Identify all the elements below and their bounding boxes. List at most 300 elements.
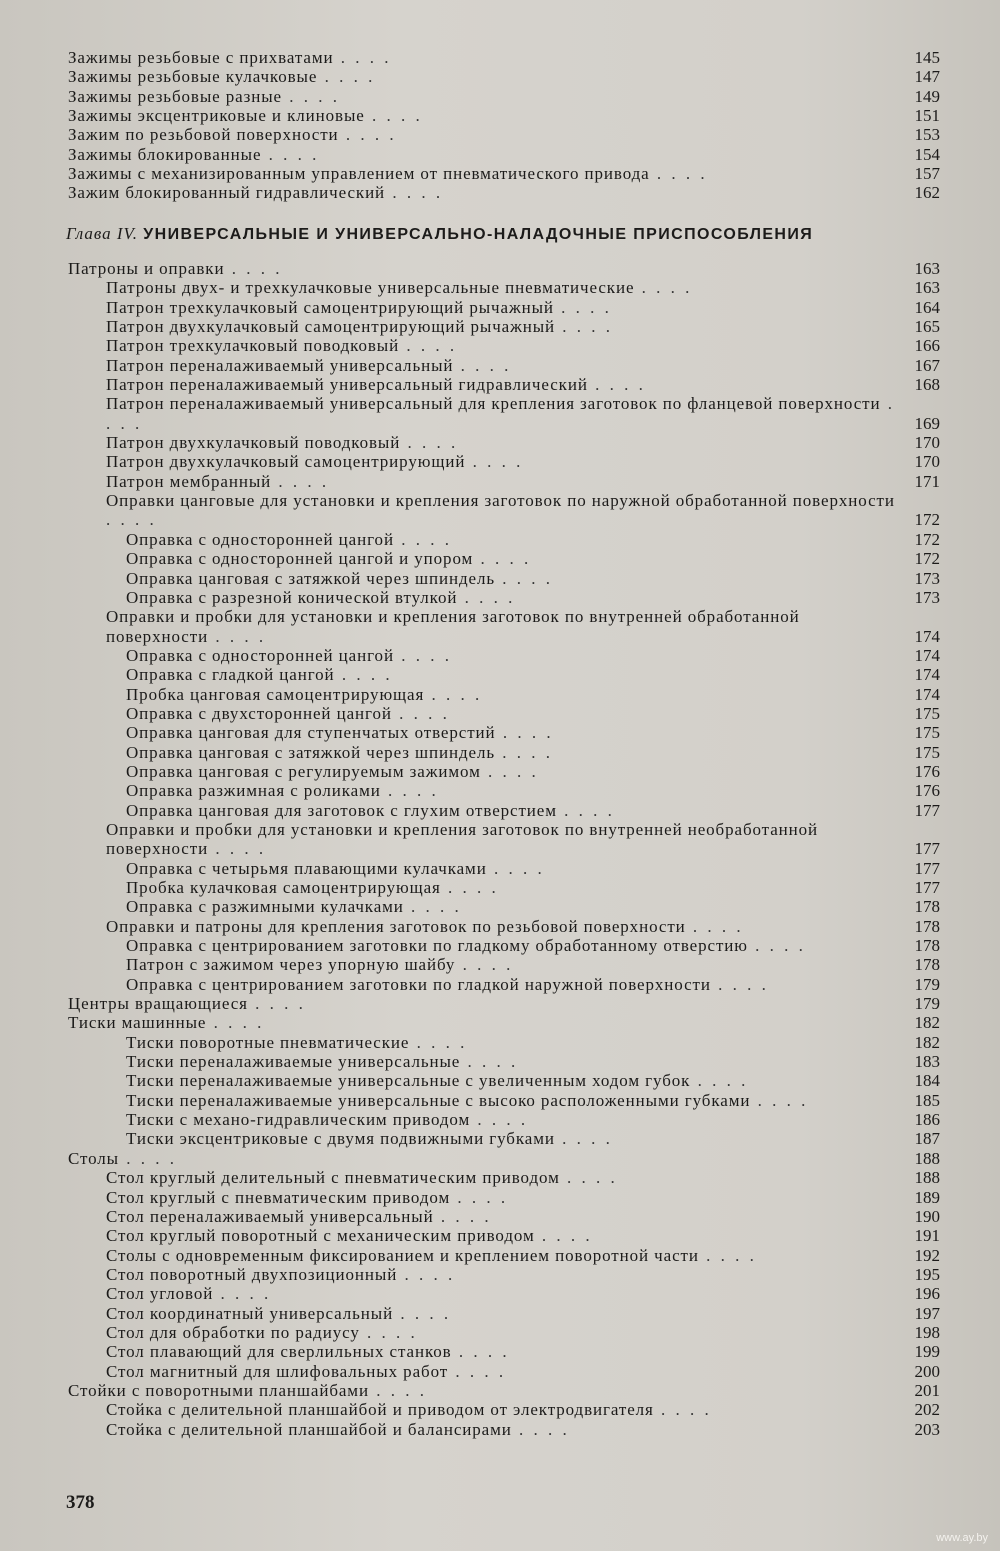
toc-entry [58,1188,968,1207]
toc-entry-text: Оправки и патроны для крепления заготовок по резьбовой поверхности [106,916,686,936]
toc-entry-text: Зажимы блокированные [68,144,262,164]
leader-dots: . . . . [206,1013,265,1033]
leader-dots: . . . . [208,626,267,646]
toc-entry-text: Стол координатный универсальный [106,1303,394,1323]
toc-entry-text: Зажим блокированный гидравлический [68,183,386,203]
toc-entry-title [68,1149,968,1168]
toc-entry-title [126,975,968,994]
toc-entry-title [68,164,968,183]
leader-dots: . . . . [465,452,524,472]
toc-entry-page: 188 [914,1168,940,1188]
toc-entry [58,859,968,878]
toc-entry [58,1304,968,1323]
leader-dots: . . . . [649,164,708,184]
toc-entry-text: Зажимы резьбовые разные [68,86,282,106]
toc-entry-page: 182 [914,1013,940,1033]
toc-entry-page: 197 [914,1303,940,1323]
toc-entry-page: 203 [914,1419,940,1439]
toc-entry-page: 147 [914,67,940,87]
toc-entry-text: Патрон с зажимом через упорную шайбу [126,955,456,975]
toc-entry-title [106,394,968,433]
toc-entry [58,125,968,144]
toc-entry-title [106,1226,968,1245]
toc-entry-text: Патрон переналаживаемый универсальный для крепления заготовок по фланцевой поверхности [106,394,881,414]
leader-dots: . . . . [453,355,512,375]
toc-entry-text: Оправка цанговая с затяжкой через шпиндель [126,568,496,588]
toc-entry-page: 170 [914,433,940,453]
toc-entry-text: Столы [68,1148,120,1168]
toc-entry-title [68,87,968,106]
toc-entry-page: 188 [914,1148,940,1168]
toc-entry-title [106,917,968,936]
chapter-heading [66,224,966,244]
leader-dots: . . . . [747,936,806,956]
toc-entry-title [126,955,968,974]
toc-entry-page: 164 [914,297,940,317]
toc-entry-title [106,1362,968,1381]
toc-entry [58,87,968,106]
leader-dots: . . . . [470,1110,529,1130]
toc-entry-page: 186 [914,1110,940,1130]
toc-entry [58,607,968,646]
toc-entry-title [126,1052,968,1071]
toc-entry-title [126,743,968,762]
toc-entry-title [106,1400,968,1419]
leader-dots: . . . . [364,106,423,126]
toc-entry-text: Патрон трехкулачковый поводковый [106,336,400,356]
toc-entry-page: 153 [914,125,940,145]
toc-entry-title [68,106,968,125]
toc-entry [58,1381,968,1400]
toc-entry-text: Оправка с центрированием заготовки по гладкому обработанному отверстию [126,936,748,956]
toc-entry [58,1013,968,1032]
leader-dots: . . . . [334,665,393,685]
toc-entry-title [106,1420,968,1439]
toc-entry-page: 200 [914,1361,940,1381]
leader-dots: . . . . [385,183,444,203]
toc-entry-page: 173 [914,587,940,607]
toc-entry-text: Пробка кулачковая самоцентрирующая [126,878,441,897]
toc-entry-page: 169 [914,413,940,433]
toc-entry-text: Стол магнитный для шлифовальных работ [106,1361,449,1381]
toc-entry-title [106,375,968,394]
toc-entry-page: 151 [914,106,940,126]
toc-entry-page: 178 [914,897,940,917]
toc-entry-page: 165 [914,317,940,337]
toc-entry [58,1129,968,1148]
toc-entry [58,1342,968,1361]
toc-entry-text: Патрон переналаживаемый универсальный [106,355,454,375]
toc-entry-text: Оправка с гладкой цангой [126,665,335,685]
leader-dots: . . . . [554,1129,613,1149]
toc-entry-title [106,1284,968,1303]
toc-entry [58,1207,968,1226]
toc-entry [58,936,968,955]
toc-entry-title [106,278,968,297]
toc-entry-page: 191 [914,1226,940,1246]
toc-entry-title [106,317,968,336]
toc-entry-title [126,859,968,878]
toc-entry [58,356,968,375]
toc-entry-page: 179 [914,994,940,1014]
toc-entry-title [68,994,968,1013]
toc-entry [58,452,968,471]
toc-entry-text: Стол плавающий для сверлильных станков [106,1342,452,1362]
toc-entry-page: 157 [914,164,940,184]
leader-dots: . . . . [208,839,267,859]
toc-entry [58,317,968,336]
toc-entry-title [106,1304,968,1323]
toc-entry-page: 175 [914,742,940,762]
toc-entry-page: 154 [914,144,940,164]
toc-entry-page: 178 [914,955,940,975]
toc-entry-text: Оправка цанговая с регулируемым зажимом [126,761,481,781]
toc-entry [58,569,968,588]
leader-dots: . . . . [391,703,450,723]
toc-entry [58,955,968,974]
toc-entry-text: Тиски переналаживаемые универсальные [126,1052,461,1072]
leader-dots: . . . . [486,858,545,878]
leader-dots: . . . . [433,1206,492,1226]
toc-entry-page: 179 [914,974,940,994]
toc-entry-page: 189 [914,1187,940,1207]
toc-entry [58,375,968,394]
watermark: www.ay.by [936,1532,988,1544]
toc-entry [58,183,968,202]
toc-entry [58,1400,968,1419]
leader-dots: . . . . [119,1148,178,1168]
leader-dots: . . . . [440,878,499,897]
toc-entry [58,917,968,936]
toc-entry [58,743,968,762]
toc-entry-page: 166 [914,336,940,356]
leader-dots: . . . . [333,48,392,67]
leader-dots: . . . . [553,297,612,317]
toc-entry-text: Оправка с разжимными кулачками [126,897,404,917]
toc-entry [58,801,968,820]
leader-dots: . . . . [480,761,539,781]
toc-entry [58,1110,968,1129]
toc-entry-page: 187 [914,1129,940,1149]
page-number: 378 [66,1492,95,1513]
leader-dots: . . . . [106,510,157,530]
toc-entry [58,588,968,607]
toc-entry [58,1420,968,1439]
toc-entry-title [106,433,968,452]
toc-entry [58,67,968,86]
leader-dots: . . . . [495,742,554,762]
toc-entry [58,433,968,452]
toc-entry-page: 182 [914,1032,940,1052]
leader-dots: . . . . [710,974,769,994]
leader-dots: . . . . [224,259,283,278]
toc-entry-text: Патрон двухкулачковый самоцентрирующий [106,452,466,472]
toc-entry-page: 177 [914,800,940,820]
toc-entry-text: Стол круглый делительный с пневматическим приводом [106,1168,560,1188]
toc-entry-text: Патрон мембранный [106,471,272,491]
toc-entry [58,336,968,355]
leader-dots: . . . . [450,1187,509,1207]
toc-entry-title [126,665,968,684]
toc-entry-title [126,569,968,588]
toc-entry [58,259,968,278]
toc-entry-title [126,1033,968,1052]
leader-dots: . . . . [511,1419,570,1439]
toc-entry-page: 177 [914,858,940,878]
toc-entry-title [68,67,968,86]
toc-entry-title [106,1207,968,1226]
toc-entry-title [126,781,968,800]
toc-entry-text: Зажимы резьбовые кулачковые [68,67,318,87]
toc-entry-page: 201 [914,1380,940,1400]
toc-entry-text: Оправка с разрезной конической втулкой [126,587,458,607]
toc-entry-text: Стол переналаживаемый универсальный [106,1206,434,1226]
toc-entry-text: Тиски переналаживаемые универсальные с увеличенным ходом губок [126,1071,691,1091]
leader-dots: . . . . [457,587,516,607]
leader-dots: . . . . [393,645,452,665]
toc-entry-title [126,1071,968,1090]
toc-entry-page: 196 [914,1284,940,1304]
leader-dots: . . . . [403,897,462,917]
toc-entry-text: Тиски эксцентриковые с двумя подвижными губками [126,1129,555,1149]
toc-entry [58,975,968,994]
toc-entry-title [126,685,968,704]
toc-entry-page: 178 [914,936,940,956]
toc-entry-title [126,936,968,955]
toc-entry-title [106,1246,968,1265]
toc-entry [58,1149,968,1168]
toc-entry-title [106,1342,968,1361]
toc-entry-title [68,183,968,202]
toc-section-main [58,259,968,1439]
toc-entry [58,685,968,704]
toc-entry-text: Оправка с односторонней цангой [126,529,394,549]
toc-entry-text: Патрон двухкулачковый поводковый [106,433,401,453]
toc-entry [58,298,968,317]
leader-dots: . . . . [368,1380,427,1400]
leader-dots: . . . . [261,144,320,164]
leader-dots: . . . . [409,1032,468,1052]
toc-entry-text: Стойки с поворотными планшайбами [68,1380,369,1400]
toc-entry-title [126,646,968,665]
leader-dots: . . . . [455,955,514,975]
toc-entry-text: Оправка цанговая для ступенчатых отверстий [126,723,496,743]
toc-entry [58,820,968,859]
toc-entry-title [68,125,968,144]
toc-entry-page: 174 [914,665,940,685]
toc-entry-page: 149 [914,86,940,106]
toc-entry-page: 175 [914,703,940,723]
leader-dots: . . . . [653,1400,712,1420]
toc-entry-page: 178 [914,916,940,936]
toc-entry-page: 174 [914,645,940,665]
toc-entry-text: Патроны и оправки [68,259,225,278]
toc-entry [58,897,968,916]
toc-entry-page: 163 [914,278,940,298]
toc-entry [58,549,968,568]
toc-entry [58,472,968,491]
toc-entry-title [106,491,968,530]
leader-dots: . . . . [460,1052,519,1072]
chapter-label: Глава IV. [66,224,139,243]
toc-entry-page: 185 [914,1090,940,1110]
toc-entry-title [106,472,968,491]
toc-entry [58,394,968,433]
toc-entry-title [126,762,968,781]
toc-section-top [58,48,968,203]
toc-entry-title [106,820,968,859]
toc-entry-title [126,897,968,916]
toc-entry-title [106,336,968,355]
toc-entry [58,1246,968,1265]
toc-entry-text: Тиски поворотные пневматические [126,1032,410,1052]
leader-dots: . . . . [495,568,554,588]
leader-dots: . . . . [495,723,554,743]
toc-entry [58,1168,968,1187]
toc-entry-text: Оправка с четырьмя плавающими кулачками [126,858,487,878]
toc-entry-page: 172 [914,549,940,569]
toc-entry-title [68,48,968,67]
toc-entry-page: 174 [914,626,940,646]
toc-entry [58,878,968,897]
toc-entry [58,665,968,684]
toc-entry-text: Патрон переналаживаемый универсальный гидравлический [106,375,588,395]
toc-entry-text: Стол круглый с пневматическим приводом [106,1187,451,1207]
leader-dots: . . . . [106,394,895,433]
leader-dots: . . . . [399,336,458,356]
leader-dots: . . . . [359,1322,418,1342]
toc-entry [58,1323,968,1342]
toc-entry-title [126,878,968,897]
leader-dots: . . . . [559,1168,618,1188]
toc-entry-text: Стол поворотный двухпозиционный [106,1264,398,1284]
toc-entry-text: Зажимы с механизированным управлением от пневматического привода [68,164,650,184]
leader-dots: . . . . [750,1090,809,1110]
leader-dots: . . . . [473,549,532,569]
toc-entry-text: Пробка цанговая самоцентрирующая [126,684,425,704]
toc-entry [58,762,968,781]
toc-entry-text: Стол угловой [106,1284,214,1304]
leader-dots: . . . . [380,781,439,801]
toc-entry [58,1071,968,1090]
toc-entry-title [106,1265,968,1284]
leader-dots: . . . . [534,1226,593,1246]
toc-entry-text: Тиски с механо-гидравлическим приводом [126,1110,471,1130]
toc-entry-page: 192 [914,1245,940,1265]
toc-entry-title [106,607,968,646]
toc-entry-page: 184 [914,1071,940,1091]
toc-entry-page: 190 [914,1206,940,1226]
toc-entry-page: 170 [914,452,940,472]
toc-entry-title [68,1013,968,1032]
toc-entry [58,106,968,125]
toc-entry-text: Столы с одновременным фиксированием и креплением поворотной части [106,1245,699,1265]
leader-dots: . . . . [698,1245,757,1265]
toc-entry-page: 199 [914,1342,940,1362]
toc-entry [58,994,968,1013]
toc-entry-text: Зажим по резьбовой поверхности [68,125,339,145]
toc-entry [58,781,968,800]
toc-entry-text: Оправка цанговая для заготовок с глухим отверстием [126,800,557,820]
toc-entry-page: 176 [914,761,940,781]
leader-dots: . . . . [448,1361,507,1381]
toc-entry-title [126,588,968,607]
leader-dots: . . . . [247,994,306,1014]
toc-entry-title [126,1110,968,1129]
toc-entry-title [126,1091,968,1110]
toc-entry [58,1033,968,1052]
toc-entry [58,1265,968,1284]
toc-entry-text: Патроны двух- и трехкулачковые универсальные пневматические [106,278,635,298]
leader-dots: . . . . [393,529,452,549]
toc-entry-text: Стойка с делительной планшайбой и приводом от электродвигателя [106,1400,654,1420]
toc-entry-text: Центры вращающиеся [68,994,248,1014]
leader-dots: . . . . [213,1284,272,1304]
toc-entry-page: 145 [914,48,940,67]
toc-entry-page: 174 [914,684,940,704]
toc-entry [58,1052,968,1071]
toc-entry-title [68,1381,968,1400]
toc-entry [58,1362,968,1381]
leader-dots: . . . . [393,1303,452,1323]
toc-entry [58,723,968,742]
leader-dots: . . . . [424,684,483,704]
toc-entry-text: Зажимы резьбовые с прихватами [68,48,334,67]
toc-entry-page: 175 [914,723,940,743]
toc-entry [58,278,968,297]
toc-entry-title [68,145,968,164]
toc-entry [58,530,968,549]
toc-entry-text: Стойка с делительной планшайбой и балансирами [106,1419,512,1439]
toc-entry-text: Патрон трехкулачковый самоцентрирующий рычажный [106,297,554,317]
leader-dots: . . . . [690,1071,749,1091]
leader-dots: . . . . [338,125,397,145]
toc-entry-text: Оправка с односторонней цангой и упором [126,549,474,569]
leader-dots: . . . . [556,800,615,820]
toc-entry-text: Зажимы эксцентриковые и клиновые [68,106,365,126]
toc-entry [58,646,968,665]
toc-entry-text: Оправка цанговая с затяжкой через шпиндель [126,742,496,762]
toc-entry [58,1284,968,1303]
toc-entry-text: Оправка с двухсторонней цангой [126,703,392,723]
toc-entry-page: 177 [914,839,940,859]
toc-entry-page: 177 [914,878,940,897]
toc-entry-title [106,452,968,471]
toc-entry [58,1226,968,1245]
toc-entry-page: 163 [914,259,940,278]
toc-entry-page: 167 [914,355,940,375]
toc-entry-text: Тиски машинные [68,1013,207,1033]
leader-dots: . . . . [555,317,614,337]
leader-dots: . . . . [317,67,376,87]
toc-entry-page: 202 [914,1400,940,1420]
leader-dots: . . . . [634,278,693,298]
chapter-title: УНИВЕРСАЛЬНЫЕ И УНИВЕРСАЛЬНО-НАЛАДОЧНЫЕ ПРИСПОСОБЛЕНИЯ [143,226,814,243]
toc-entry [58,48,968,67]
toc-entry-title [126,549,968,568]
toc-entry-page: 162 [914,183,940,203]
toc-entry-page: 172 [914,529,940,549]
toc-entry-text: Стол круглый поворотный с механическим приводом [106,1226,535,1246]
leader-dots: . . . . [685,916,744,936]
leader-dots: . . . . [587,375,646,395]
toc-entry [58,145,968,164]
toc-entry-text: Оправка с односторонней цангой [126,645,394,665]
leader-dots: . . . . [271,471,330,491]
toc-entry [58,491,968,530]
toc-entry-page: 173 [914,568,940,588]
toc-entry-title [106,356,968,375]
